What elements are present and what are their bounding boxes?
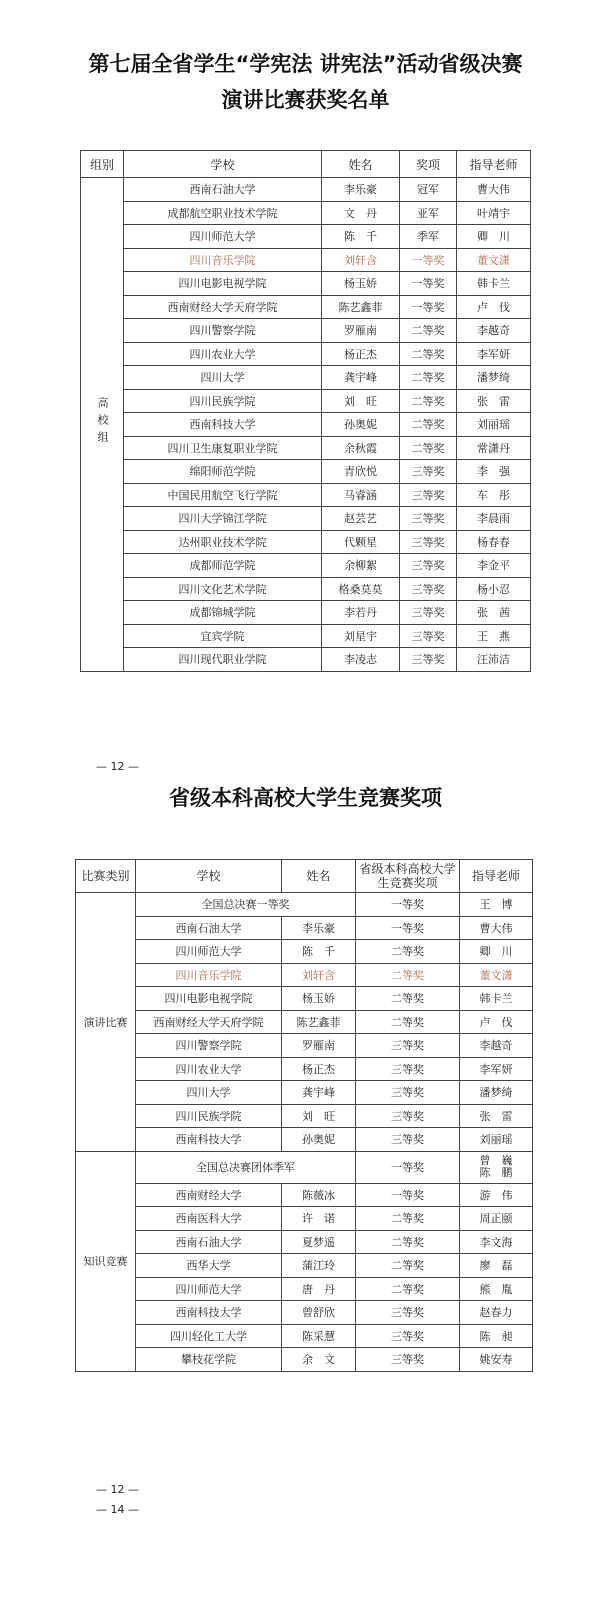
table-row bbox=[76, 1324, 533, 1348]
table-row bbox=[76, 1010, 533, 1034]
school-cell: 达州职业技术学院 bbox=[124, 530, 322, 554]
teacher-cell: 卢 伐 bbox=[457, 295, 531, 319]
teacher-cell: 李晨雨 bbox=[457, 507, 531, 531]
teacher-cell: 常潇丹 bbox=[457, 436, 531, 460]
teacher-cell: 游 伟 bbox=[460, 1183, 533, 1207]
header-school: 学校 bbox=[124, 151, 322, 178]
table-row bbox=[76, 963, 533, 987]
table-row bbox=[81, 178, 531, 202]
table-row bbox=[76, 1348, 533, 1372]
header-award: 省级本科高校大学生竞赛奖项 bbox=[356, 860, 460, 893]
name-cell: 余柳絮 bbox=[322, 554, 400, 578]
teacher-cell: 杨春春 bbox=[457, 530, 531, 554]
teacher-cell: 李越奇 bbox=[460, 1034, 533, 1058]
award-cell: 三等奖 bbox=[400, 624, 457, 648]
school-cell: 四川农业大学 bbox=[124, 342, 322, 366]
name-cell: 夏梦遥 bbox=[282, 1230, 356, 1254]
award-cell: 一等奖 bbox=[400, 272, 457, 296]
header-group: 组别 bbox=[81, 151, 124, 178]
group-label: 高校组 bbox=[96, 397, 109, 449]
school-cell: 四川警察学院 bbox=[124, 319, 322, 343]
school-cell: 成都航空职业技术学院 bbox=[124, 201, 322, 225]
teacher-cell: 叶靖宇 bbox=[457, 201, 531, 225]
name-cell: 刘星宇 bbox=[322, 624, 400, 648]
award-cell: 一等奖 bbox=[356, 1183, 460, 1207]
table-row bbox=[76, 940, 533, 964]
teacher-cell: 董文潇 bbox=[460, 963, 533, 987]
school-cell: 成都锦城学院 bbox=[124, 601, 322, 625]
school-cell: 四川现代职业学院 bbox=[124, 648, 322, 672]
name-cell: 余 文 bbox=[282, 1348, 356, 1372]
name-cell: 格桑莫莫 bbox=[322, 577, 400, 601]
school-cell: 成都师范学院 bbox=[124, 554, 322, 578]
teacher-cell: 卢 伐 bbox=[460, 1010, 533, 1034]
award-cell: 二等奖 bbox=[356, 987, 460, 1011]
teacher-cell: 潘梦绮 bbox=[460, 1081, 533, 1105]
teacher-cell: 李军妍 bbox=[460, 1057, 533, 1081]
name-cell: 代颗星 bbox=[322, 530, 400, 554]
school-cell: 中国民用航空飞行学院 bbox=[124, 483, 322, 507]
teacher-cell: 卿 川 bbox=[457, 225, 531, 249]
table-row bbox=[76, 1183, 533, 1207]
table-row bbox=[76, 893, 533, 917]
table-row bbox=[81, 507, 531, 531]
table-row bbox=[76, 987, 533, 1011]
teacher-cell: 杨小忍 bbox=[457, 577, 531, 601]
teacher-cell: 卿 川 bbox=[460, 940, 533, 964]
name-cell: 杨正杰 bbox=[282, 1057, 356, 1081]
name-cell: 杨正杰 bbox=[322, 342, 400, 366]
teacher-cell: 赵春力 bbox=[460, 1301, 533, 1325]
award-cell: 二等奖 bbox=[356, 1277, 460, 1301]
name-cell: 陈 千 bbox=[322, 225, 400, 249]
teacher-cell: 董文潇 bbox=[457, 248, 531, 272]
name-cell: 刘 旺 bbox=[322, 389, 400, 413]
award-cell: 三等奖 bbox=[400, 483, 457, 507]
table-row bbox=[76, 1034, 533, 1058]
school-cell: 西华大学 bbox=[136, 1254, 282, 1278]
table-row bbox=[76, 1128, 533, 1152]
award-cell: 二等奖 bbox=[400, 436, 457, 460]
table-row bbox=[81, 319, 531, 343]
school-cell: 全国总决赛团体季军 bbox=[136, 1151, 356, 1183]
table-row bbox=[76, 916, 533, 940]
school-cell: 四川农业大学 bbox=[136, 1057, 282, 1081]
name-cell: 陈 千 bbox=[282, 940, 356, 964]
table-row bbox=[81, 366, 531, 390]
name-cell: 陈艺鑫菲 bbox=[322, 295, 400, 319]
school-cell: 四川警察学院 bbox=[136, 1034, 282, 1058]
teacher-cell: 李军妍 bbox=[457, 342, 531, 366]
teacher-cell: 周正颐 bbox=[460, 1207, 533, 1231]
table-row bbox=[81, 460, 531, 484]
award-cell: 二等奖 bbox=[400, 342, 457, 366]
award-cell: 一等奖 bbox=[400, 295, 457, 319]
table-header-row bbox=[81, 151, 531, 178]
award-cell: 一等奖 bbox=[356, 916, 460, 940]
award-table-speech bbox=[80, 150, 531, 672]
teacher-cell: 刘丽瑶 bbox=[460, 1128, 533, 1152]
table-row bbox=[81, 624, 531, 648]
award-table-competition bbox=[75, 859, 533, 1372]
school-cell: 四川大学 bbox=[124, 366, 322, 390]
school-cell: 西南医科大学 bbox=[136, 1207, 282, 1231]
award-cell: 亚军 bbox=[400, 201, 457, 225]
school-cell: 四川卫生康复职业学院 bbox=[124, 436, 322, 460]
name-cell: 陈薇冰 bbox=[282, 1183, 356, 1207]
header-school: 学校 bbox=[136, 860, 282, 893]
school-cell: 四川电影电视学院 bbox=[124, 272, 322, 296]
school-cell: 西南财经大学天府学院 bbox=[136, 1010, 282, 1034]
school-cell: 四川师范大学 bbox=[136, 1277, 282, 1301]
school-cell: 四川音乐学院 bbox=[124, 248, 322, 272]
title-line-1: 第七届全省学生“学宪法 讲宪法”活动省级决赛 bbox=[88, 52, 523, 76]
award-cell: 二等奖 bbox=[356, 1230, 460, 1254]
table-row bbox=[76, 1230, 533, 1254]
award-cell: 二等奖 bbox=[356, 963, 460, 987]
name-cell: 孙奥妮 bbox=[282, 1128, 356, 1152]
name-cell: 许 诺 bbox=[282, 1207, 356, 1231]
name-cell: 刘 旺 bbox=[282, 1104, 356, 1128]
header-teacher: 指导老师 bbox=[460, 860, 533, 893]
award-cell: 三等奖 bbox=[356, 1057, 460, 1081]
award-cell: 三等奖 bbox=[356, 1128, 460, 1152]
teacher-cell: 张 雷 bbox=[457, 389, 531, 413]
school-cell: 西南石油大学 bbox=[136, 916, 282, 940]
teacher-cell: 车 彤 bbox=[457, 483, 531, 507]
school-cell: 四川音乐学院 bbox=[136, 963, 282, 987]
name-cell: 李乐豪 bbox=[322, 178, 400, 202]
name-cell: 曾舒欣 bbox=[282, 1301, 356, 1325]
name-cell: 龚宇峰 bbox=[282, 1081, 356, 1105]
teacher-cell: 韩卡兰 bbox=[460, 987, 533, 1011]
teacher-cell: 曹大伟 bbox=[460, 916, 533, 940]
teacher-cell: 廖 磊 bbox=[460, 1254, 533, 1278]
table-row bbox=[81, 436, 531, 460]
award-cell: 三等奖 bbox=[400, 507, 457, 531]
award-cell: 三等奖 bbox=[400, 601, 457, 625]
teacher-cell: 曹大伟 bbox=[457, 178, 531, 202]
group-cell bbox=[81, 178, 124, 672]
page-number: — 14 — bbox=[96, 1503, 139, 1516]
school-cell: 全国总决赛一等奖 bbox=[136, 893, 356, 917]
title-line-2: 演讲比赛获奖名单 bbox=[221, 88, 390, 112]
school-cell: 四川大学 bbox=[136, 1081, 282, 1105]
school-cell: 西南财经大学天府学院 bbox=[124, 295, 322, 319]
name-cell: 刘轩含 bbox=[282, 963, 356, 987]
name-cell: 罗雁南 bbox=[282, 1034, 356, 1058]
award-cell: 二等奖 bbox=[356, 1254, 460, 1278]
teacher-cell: 曾 巍 陈 鹏 bbox=[460, 1151, 533, 1183]
teacher-cell: 王 博 bbox=[460, 893, 533, 917]
award-cell: 三等奖 bbox=[356, 1348, 460, 1372]
table-row bbox=[81, 413, 531, 437]
award-cell: 二等奖 bbox=[400, 366, 457, 390]
table-row bbox=[81, 295, 531, 319]
table-row bbox=[76, 1207, 533, 1231]
award-cell: 三等奖 bbox=[400, 554, 457, 578]
category-cell: 演讲比赛 bbox=[76, 893, 136, 1152]
title-competition: 省级本科高校大学生竞赛奖项 bbox=[169, 786, 442, 810]
teacher-cell: 张 茜 bbox=[457, 601, 531, 625]
award-cell: 三等奖 bbox=[356, 1034, 460, 1058]
teacher-cell: 汪沛洁 bbox=[457, 648, 531, 672]
school-cell: 四川文化艺术学院 bbox=[124, 577, 322, 601]
page-number: — 12 — bbox=[96, 760, 139, 773]
table-row bbox=[76, 1277, 533, 1301]
table-row bbox=[81, 577, 531, 601]
name-cell: 青欣悦 bbox=[322, 460, 400, 484]
award-cell: 二等奖 bbox=[400, 389, 457, 413]
table-row bbox=[76, 1057, 533, 1081]
award-cell: 二等奖 bbox=[356, 940, 460, 964]
school-cell: 四川师范大学 bbox=[136, 940, 282, 964]
award-cell: 三等奖 bbox=[400, 648, 457, 672]
table-row bbox=[81, 225, 531, 249]
table-row bbox=[76, 1104, 533, 1128]
name-cell: 赵芸艺 bbox=[322, 507, 400, 531]
name-cell: 李乐豪 bbox=[282, 916, 356, 940]
award-cell: 一等奖 bbox=[356, 1151, 460, 1183]
table-row bbox=[81, 530, 531, 554]
award-cell: 二等奖 bbox=[400, 413, 457, 437]
header-name: 姓名 bbox=[282, 860, 356, 893]
teacher-cell: 韩卡兰 bbox=[457, 272, 531, 296]
school-cell: 四川大学锦江学院 bbox=[124, 507, 322, 531]
school-cell: 宜宾学院 bbox=[124, 624, 322, 648]
table-row bbox=[76, 1151, 533, 1183]
award-cell: 三等奖 bbox=[400, 577, 457, 601]
school-cell: 四川师范大学 bbox=[124, 225, 322, 249]
table-row bbox=[76, 1254, 533, 1278]
award-cell: 冠军 bbox=[400, 178, 457, 202]
name-cell: 唐 丹 bbox=[282, 1277, 356, 1301]
award-cell: 二等奖 bbox=[356, 1207, 460, 1231]
name-cell: 罗雁南 bbox=[322, 319, 400, 343]
table-row bbox=[81, 648, 531, 672]
table-row bbox=[81, 483, 531, 507]
award-cell: 二等奖 bbox=[400, 319, 457, 343]
category-cell: 知识竞赛 bbox=[76, 1151, 136, 1371]
table-row bbox=[81, 248, 531, 272]
header-category: 比赛类别 bbox=[76, 860, 136, 893]
name-cell: 龚宇峰 bbox=[322, 366, 400, 390]
award-cell: 三等奖 bbox=[400, 530, 457, 554]
school-cell: 西南财经大学 bbox=[136, 1183, 282, 1207]
school-cell: 四川轻化工大学 bbox=[136, 1324, 282, 1348]
school-cell: 四川电影电视学院 bbox=[136, 987, 282, 1011]
school-cell: 西南石油大学 bbox=[124, 178, 322, 202]
award-cell: 三等奖 bbox=[356, 1301, 460, 1325]
name-cell: 陈艺鑫菲 bbox=[282, 1010, 356, 1034]
award-cell: 三等奖 bbox=[356, 1324, 460, 1348]
name-cell: 杨玉娇 bbox=[322, 272, 400, 296]
award-cell: 三等奖 bbox=[400, 460, 457, 484]
table-row bbox=[81, 342, 531, 366]
award-cell: 一等奖 bbox=[356, 893, 460, 917]
teacher-cell: 李越奇 bbox=[457, 319, 531, 343]
teacher-cell: 刘丽瑶 bbox=[457, 413, 531, 437]
teacher-cell: 熊 胤 bbox=[460, 1277, 533, 1301]
teacher-cell: 李文海 bbox=[460, 1230, 533, 1254]
award-cell: 一等奖 bbox=[400, 248, 457, 272]
award-cell: 季军 bbox=[400, 225, 457, 249]
name-cell: 余秋霞 bbox=[322, 436, 400, 460]
teacher-cell: 潘梦绮 bbox=[457, 366, 531, 390]
school-cell: 西南科技大学 bbox=[124, 413, 322, 437]
school-cell: 四川民族学院 bbox=[124, 389, 322, 413]
school-cell: 四川民族学院 bbox=[136, 1104, 282, 1128]
name-cell: 蒲江玲 bbox=[282, 1254, 356, 1278]
table-row bbox=[81, 201, 531, 225]
school-cell: 西南科技大学 bbox=[136, 1128, 282, 1152]
teacher-cell: 李金平 bbox=[457, 554, 531, 578]
school-cell: 西南石油大学 bbox=[136, 1230, 282, 1254]
teacher-cell: 张 雷 bbox=[460, 1104, 533, 1128]
page-number: — 12 — bbox=[96, 1483, 139, 1496]
name-cell: 杨玉娇 bbox=[282, 987, 356, 1011]
teacher-cell: 王 燕 bbox=[457, 624, 531, 648]
name-cell: 李凌志 bbox=[322, 648, 400, 672]
table-header-row bbox=[76, 860, 533, 893]
table-row bbox=[76, 1081, 533, 1105]
table-row bbox=[81, 601, 531, 625]
name-cell: 孙奥妮 bbox=[322, 413, 400, 437]
table-row bbox=[81, 554, 531, 578]
school-cell: 西南科技大学 bbox=[136, 1301, 282, 1325]
table-row bbox=[81, 272, 531, 296]
award-cell: 二等奖 bbox=[356, 1010, 460, 1034]
name-cell: 刘轩含 bbox=[322, 248, 400, 272]
name-cell: 马睿涵 bbox=[322, 483, 400, 507]
header-award: 奖项 bbox=[400, 151, 457, 178]
teacher-cell: 姚安寿 bbox=[460, 1348, 533, 1372]
award-cell: 三等奖 bbox=[356, 1081, 460, 1105]
teacher-cell: 李 强 bbox=[457, 460, 531, 484]
award-cell: 三等奖 bbox=[356, 1104, 460, 1128]
header-teacher: 指导老师 bbox=[457, 151, 531, 178]
name-cell: 李若丹 bbox=[322, 601, 400, 625]
name-cell: 文 丹 bbox=[322, 201, 400, 225]
school-cell: 绵阳师范学院 bbox=[124, 460, 322, 484]
table-row bbox=[81, 389, 531, 413]
table-row bbox=[76, 1301, 533, 1325]
teacher-cell: 陈 昶 bbox=[460, 1324, 533, 1348]
name-cell: 陈采慧 bbox=[282, 1324, 356, 1348]
school-cell: 攀枝花学院 bbox=[136, 1348, 282, 1372]
header-name: 姓名 bbox=[322, 151, 400, 178]
